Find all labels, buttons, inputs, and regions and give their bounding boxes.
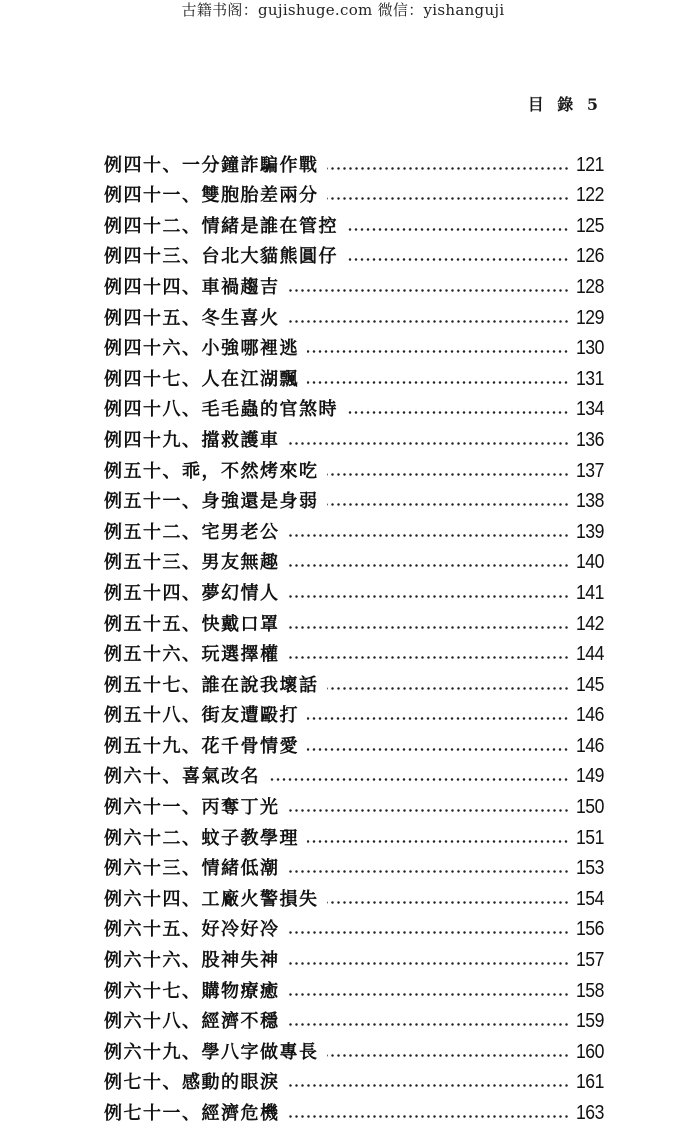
toc-entry xyxy=(104,544,604,575)
toc-entry-page: 160 xyxy=(575,1040,604,1063)
toc-entry-title: 例六十八、經濟不穩 xyxy=(104,1011,280,1033)
toc-entry-title: 例七十、感動的眼淚 xyxy=(104,1072,280,1094)
toc-entry-page: 145 xyxy=(575,673,604,696)
toc-entry-page: 134 xyxy=(575,398,604,421)
toc-entry xyxy=(104,513,604,544)
toc-entry-page: 163 xyxy=(575,1102,604,1124)
toc-entry-title: 例六十二、蚊子教學理 xyxy=(104,827,299,849)
toc-entry-page: 144 xyxy=(575,643,604,666)
dot-leader xyxy=(288,594,570,599)
toc-entry-page: 139 xyxy=(575,520,604,543)
toc-entry xyxy=(104,1094,604,1125)
toc-entry-title: 例六十、喜氣改名 xyxy=(104,766,260,788)
toc-entry-page: 131 xyxy=(575,367,604,390)
toc-entry-title: 例四十四、車禍趨吉 xyxy=(104,276,280,298)
toc-entry-title: 例四十七、人在江湖飄 xyxy=(104,368,299,390)
watermark-text: 古籍书阁：gujishuge.com 微信：yishanguji xyxy=(181,1,505,19)
toc-entry-title: 例四十一、雙胞胎差兩分 xyxy=(104,185,319,207)
dot-leader xyxy=(307,747,569,752)
dot-leader xyxy=(346,257,569,262)
toc-entry-title: 例五十八、街友遭毆打 xyxy=(104,705,299,727)
toc-entry-page: 150 xyxy=(575,796,604,819)
toc-entry-title: 例四十二、情緒是誰在管控 xyxy=(104,215,338,237)
toc-entry-page: 149 xyxy=(575,765,604,788)
toc-entry-page: 121 xyxy=(575,153,604,176)
toc-entry-page: 157 xyxy=(575,949,604,972)
dot-leader xyxy=(327,502,570,507)
dot-leader xyxy=(346,410,569,415)
toc-entry xyxy=(104,666,604,697)
toc-entry-page: 125 xyxy=(575,214,604,237)
toc-entry-title: 例六十一、丙奪丁光 xyxy=(104,797,280,819)
dot-leader xyxy=(288,288,570,293)
toc-entry xyxy=(104,483,604,514)
toc-entry xyxy=(104,421,604,452)
dot-leader xyxy=(288,1022,570,1027)
toc-entry-title: 例四十五、冬生喜火 xyxy=(104,307,280,329)
toc-entry-page: 122 xyxy=(575,184,604,207)
dot-leader xyxy=(327,166,570,171)
dot-leader xyxy=(268,777,569,782)
toc-entry xyxy=(104,697,604,728)
dot-leader xyxy=(307,380,569,385)
toc-entry xyxy=(104,391,604,422)
dot-leader xyxy=(307,349,569,354)
toc-entry-page: 142 xyxy=(575,612,604,635)
dot-leader xyxy=(288,655,570,660)
toc-entry xyxy=(104,1064,604,1095)
toc-entry-title: 例六十六、股神失神 xyxy=(104,950,280,972)
toc-entry-page: 138 xyxy=(575,490,604,513)
toc-entry-page: 129 xyxy=(575,306,604,329)
dot-leader xyxy=(288,992,570,997)
toc-entry xyxy=(104,360,604,391)
dot-leader xyxy=(288,319,570,324)
toc-entry xyxy=(104,452,604,483)
toc-entry xyxy=(104,299,604,330)
toc-entry xyxy=(104,268,604,299)
dot-leader xyxy=(327,900,570,905)
toc-entry-page: 146 xyxy=(575,704,604,727)
toc-entry-title: 例七十一、經濟危機 xyxy=(104,1103,280,1124)
toc-entry-title: 例六十四、工廠火警損失 xyxy=(104,888,319,910)
dot-leader xyxy=(327,1053,570,1058)
dot-leader xyxy=(288,533,570,538)
toc-entry xyxy=(104,972,604,1003)
dot-leader xyxy=(288,930,570,935)
dot-leader xyxy=(288,869,570,874)
toc-entry-page: 146 xyxy=(575,734,604,757)
dot-leader xyxy=(288,808,570,813)
toc-entry xyxy=(104,207,604,238)
dot-leader xyxy=(288,625,570,630)
toc-entry-title: 例五十六、玩選擇權 xyxy=(104,644,280,666)
page-header: 目 錄 5 xyxy=(527,95,602,114)
toc-entry xyxy=(104,1003,604,1034)
toc-entry xyxy=(104,177,604,208)
toc-entry-page: 128 xyxy=(575,275,604,298)
toc-entry-title: 例四十九、擋救護車 xyxy=(104,429,280,451)
table-of-contents xyxy=(104,146,604,1125)
toc-entry-title: 例四十八、毛毛蟲的官煞時 xyxy=(104,399,338,421)
toc-entry xyxy=(104,1033,604,1064)
dot-leader xyxy=(346,227,569,232)
toc-entry-title: 例四十六、小強哪裡逃 xyxy=(104,338,299,360)
toc-entry xyxy=(104,911,604,942)
toc-entry xyxy=(104,238,604,269)
toc-entry-title: 例四十、一分鐘詐騙作戰 xyxy=(104,154,319,176)
toc-entry-title: 例六十三、情緒低潮 xyxy=(104,858,280,880)
toc-entry-page: 137 xyxy=(575,459,604,482)
toc-entry-page: 151 xyxy=(575,826,604,849)
toc-entry-page: 159 xyxy=(575,1010,604,1033)
toc-entry-title: 例四十三、台北大貓熊圓仔 xyxy=(104,246,338,268)
toc-entry xyxy=(104,727,604,758)
dot-leader xyxy=(288,1083,570,1088)
dot-leader xyxy=(288,563,570,568)
toc-entry-page: 130 xyxy=(575,337,604,360)
toc-entry-title: 例五十一、身強還是身弱 xyxy=(104,491,319,513)
dot-leader xyxy=(307,716,569,721)
toc-entry-page: 140 xyxy=(575,551,604,574)
toc-entry xyxy=(104,788,604,819)
toc-entry-title: 例六十五、好冷好冷 xyxy=(104,919,280,941)
dot-leader xyxy=(327,472,570,477)
toc-entry xyxy=(104,605,604,636)
toc-entry xyxy=(104,850,604,881)
toc-entry xyxy=(104,146,604,177)
dot-leader xyxy=(327,196,570,201)
toc-entry xyxy=(104,330,604,361)
toc-entry-page: 126 xyxy=(575,245,604,268)
toc-entry-page: 158 xyxy=(575,979,604,1002)
toc-entry-title: 例五十二、宅男老公 xyxy=(104,521,280,543)
dot-leader xyxy=(288,1114,570,1119)
toc-entry-page: 161 xyxy=(575,1071,604,1094)
toc-entry-page: 141 xyxy=(575,581,604,604)
toc-entry-title: 例六十七、購物療癒 xyxy=(104,980,280,1002)
toc-entry-title: 例五十三、男友無趣 xyxy=(104,552,280,574)
dot-leader xyxy=(307,839,569,844)
toc-entry-title: 例五十五、快戴口罩 xyxy=(104,613,280,635)
toc-entry xyxy=(104,636,604,667)
toc-entry xyxy=(104,758,604,789)
toc-entry xyxy=(104,941,604,972)
toc-entry xyxy=(104,880,604,911)
toc-entry-title: 例六十九、學八字做專長 xyxy=(104,1041,319,1063)
toc-entry-title: 例五十七、誰在說我壞話 xyxy=(104,674,319,696)
toc-entry-title: 例五十九、花千骨情愛 xyxy=(104,735,299,757)
toc-entry-title: 例五十、乖，不然烤來吃 xyxy=(104,460,319,482)
toc-entry xyxy=(104,574,604,605)
toc-entry xyxy=(104,819,604,850)
toc-entry-page: 156 xyxy=(575,918,604,941)
dot-leader xyxy=(288,961,570,966)
toc-entry-title: 例五十四、夢幻情人 xyxy=(104,582,280,604)
toc-entry-page: 154 xyxy=(575,887,604,910)
toc-entry-page: 136 xyxy=(575,428,604,451)
dot-leader xyxy=(288,441,570,446)
dot-leader xyxy=(327,686,570,691)
toc-entry-page: 153 xyxy=(575,857,604,880)
